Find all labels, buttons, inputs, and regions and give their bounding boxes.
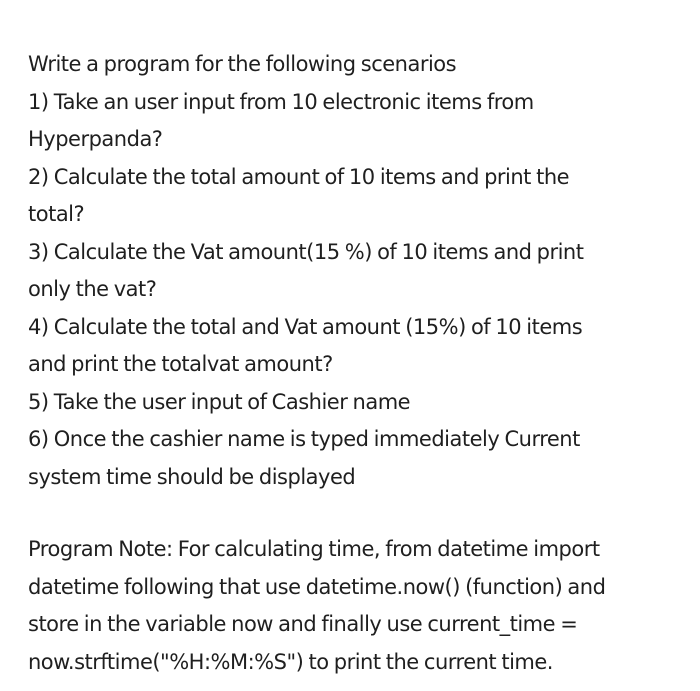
task-item-2-line-2: total? <box>28 202 85 226</box>
task-item-6-line-1: 6) Once the cashier name is typed immediately Current <box>28 427 580 451</box>
note-line-1: Program Note: For calculating time, from datetime import <box>28 537 600 561</box>
task-item-1-line-2: Hyperpanda? <box>28 127 163 151</box>
task-item-5: 5) Take the user input of Cashier name <box>28 389 411 414</box>
task-item-2-line-1: 2) Calculate the total amount of 10 items and print the <box>28 164 570 189</box>
task-item-6-line-2: system time should be displayed <box>28 464 356 489</box>
note-line-3: store in the variable now and finally use current_time = <box>28 612 578 636</box>
task-item-1-line-1: 1) Take an user input from 10 electronic items from <box>28 89 534 114</box>
task-item-4-line-1: 4) Calculate the total and Vat amount (15%) of 10 items <box>28 314 583 339</box>
paragraph-gap <box>28 496 678 531</box>
note-line-4: now.strftime("%H:%M:%S") to print the current time. <box>28 649 553 674</box>
task-item-3-line-1: 3) Calculate the Vat amount(15 %) of 10 items and print <box>28 239 584 264</box>
task-paragraph <box>28 46 678 496</box>
document-text <box>28 46 678 681</box>
task-item-4-line-2: and print the totalvat amount? <box>28 352 333 376</box>
program-note-paragraph <box>28 531 678 681</box>
task-heading: Write a program for the following scenarios <box>28 52 457 76</box>
note-line-2: datetime following that use datetime.now() (function) and <box>28 574 606 599</box>
task-item-3-line-2: only the vat? <box>28 277 157 301</box>
